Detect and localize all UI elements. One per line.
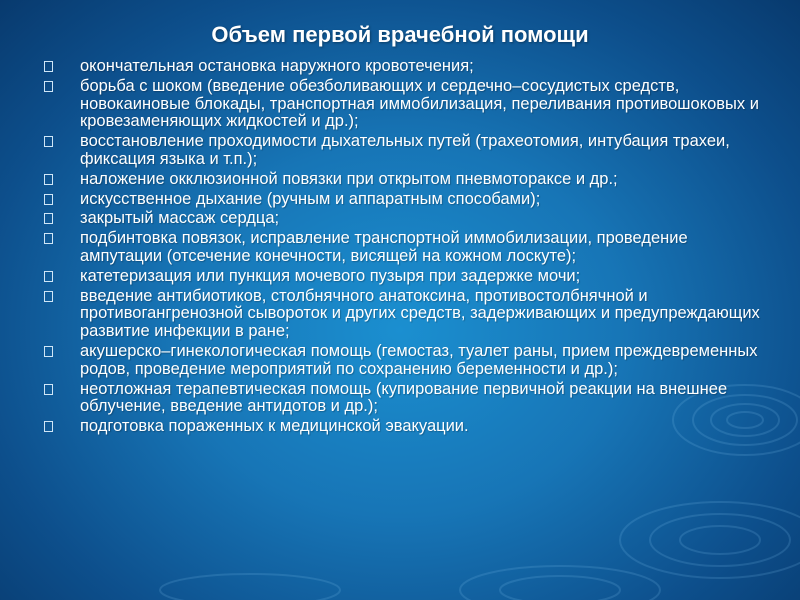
list-item-text: борьба с шоком (введение обезболивающих и сердечно–сосудистых средств, новокаиновые блокады, транспортная иммобилизация, переливания противошоковых и кровезаменяющих жидкостей и др.);	[80, 76, 759, 131]
square-bullet-icon	[44, 271, 53, 282]
list-item	[44, 171, 760, 189]
list-item	[44, 381, 760, 417]
square-bullet-icon	[44, 194, 53, 205]
list-item	[44, 133, 760, 169]
list-item-text: восстановление проходимости дыхательных путей (трахеотомия, интубация трахеи, фиксация языка и т.п.);	[80, 132, 730, 168]
square-bullet-icon	[44, 61, 53, 72]
square-bullet-icon	[44, 291, 53, 302]
square-bullet-icon	[44, 233, 53, 244]
square-bullet-icon	[44, 384, 53, 395]
bullet-list	[44, 58, 760, 438]
list-item	[44, 343, 760, 379]
list-item	[44, 288, 760, 341]
slide-title: Объем первой врачебной помощи	[211, 22, 589, 47]
list-item-text: подготовка пораженных к медицинской эвакуации.	[80, 417, 469, 436]
list-item-text: закрытый массаж сердца;	[80, 209, 280, 228]
square-bullet-icon	[44, 136, 53, 147]
list-item	[44, 418, 760, 436]
list-item-text: акушерско–гинекологическая помощь (гемостаз, туалет раны, прием преждевременных родов, проведение мероприятий по сохранению беременности и др.);	[80, 341, 758, 378]
square-bullet-icon	[44, 421, 53, 432]
list-item-text: введение антибиотиков, столбнячного анатоксина, противостолбнячной и противогангренозной сывороток и других средств, задерживающих и предупреждающих развитие инфекции в ране;	[80, 286, 760, 341]
list-item	[44, 268, 760, 286]
list-item-text: катетеризация или пункция мочевого пузыря при задержке мочи;	[80, 266, 581, 285]
square-bullet-icon	[44, 81, 53, 92]
square-bullet-icon	[44, 213, 53, 224]
square-bullet-icon	[44, 174, 53, 185]
list-item-text: искусственное дыхание (ручным и аппаратным способами);	[80, 189, 541, 208]
list-item	[44, 191, 760, 209]
list-item	[44, 230, 760, 266]
list-item-text: наложение окклюзионной повязки при открытом пневмотораксе и др.;	[80, 169, 618, 188]
list-item-text: подбинтовка повязок, исправление транспортной иммобилизации, проведение ампутации (отсечение конечности, висящей на кожном лоскуте);	[80, 229, 688, 265]
list-item	[44, 78, 760, 131]
list-item-text: окончательная остановка наружного кровотечения;	[80, 57, 474, 75]
list-item	[44, 210, 760, 228]
list-item	[44, 58, 760, 76]
list-item-text: неотложная терапевтическая помощь (купирование первичной реакции на внешнее облучение, введение антидотов и др.);	[80, 379, 728, 416]
square-bullet-icon	[44, 346, 53, 357]
